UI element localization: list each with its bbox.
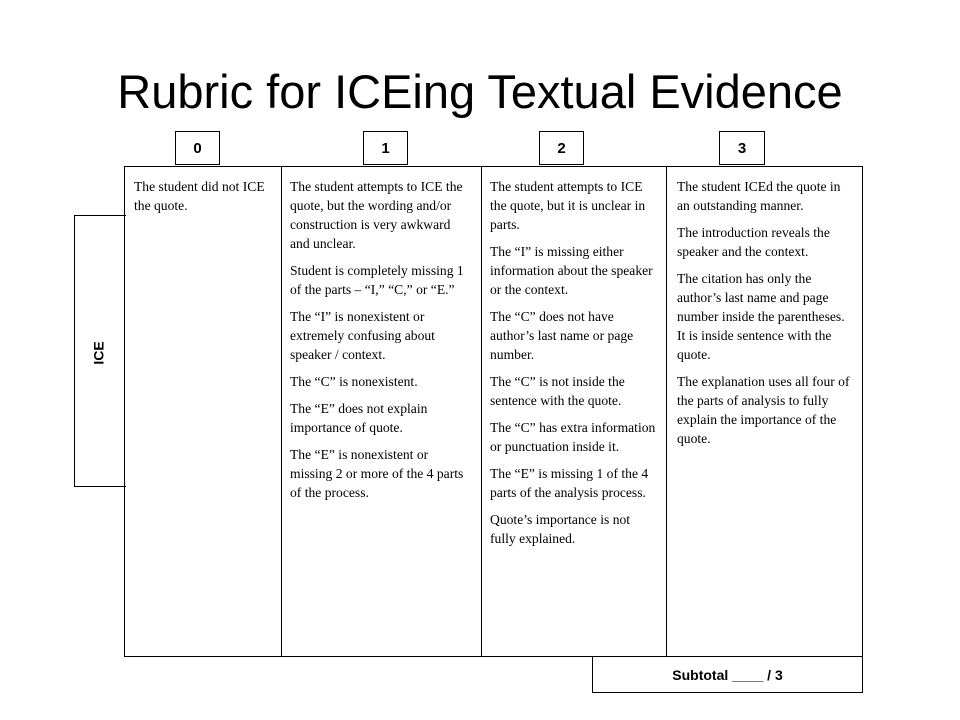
subtotal-box: Subtotal ____ / 3 bbox=[592, 656, 863, 693]
criterion-text: The introduction reveals the speaker and the context. bbox=[677, 225, 830, 259]
criterion-text: The student ICEd the quote in an outstanding manner. bbox=[677, 179, 841, 213]
score-header-3: 3 bbox=[719, 131, 765, 165]
criterion-text: The student attempts to ICE the quote, but the wording and/or construction is very awkward and unclear. bbox=[290, 179, 463, 251]
criterion-text: The “C” has extra information or punctuation inside it. bbox=[490, 420, 656, 454]
criterion-text: The citation has only the author’s last name and page number inside the parentheses. It is inside sentence with the quote. bbox=[677, 271, 845, 362]
criterion-text: The “I” is nonexistent or extremely confusing about speaker / context. bbox=[290, 309, 435, 362]
criterion-text: The “E” does not explain importance of quote. bbox=[290, 401, 428, 435]
page-title: Rubric for ICEing Textual Evidence bbox=[117, 65, 843, 118]
criterion-text: The student did not ICE the quote. bbox=[134, 179, 265, 213]
criterion-text: The “E” is missing 1 of the 4 parts of the analysis process. bbox=[490, 466, 649, 500]
rubric-column-1 bbox=[282, 167, 482, 656]
row-label-text: ICE bbox=[91, 341, 107, 365]
criterion-text: The “I” is missing either information about the speaker or the context. bbox=[490, 244, 653, 297]
rubric-column-2 bbox=[482, 167, 667, 656]
criterion-text: The student attempts to ICE the quote, but it is unclear in parts. bbox=[490, 179, 646, 232]
rubric-table bbox=[124, 166, 863, 657]
criterion-text: Student is completely missing 1 of the parts – “I,” “C,” or “E.” bbox=[290, 263, 464, 297]
score-header-2: 2 bbox=[539, 131, 584, 165]
score-header-1: 1 bbox=[363, 131, 408, 165]
criterion-text: The “C” does not have author’s last name or page number. bbox=[490, 309, 634, 362]
criterion-text: The explanation uses all four of the parts of analysis to fully explain the importance of the quote. bbox=[677, 374, 850, 446]
criterion-text: The “C” is nonexistent. bbox=[290, 374, 418, 389]
criterion-text: The “E” is nonexistent or missing 2 or more of the 4 parts of the process. bbox=[290, 447, 464, 500]
row-label bbox=[87, 338, 111, 368]
criterion-text: Quote’s importance is not fully explained. bbox=[490, 512, 631, 546]
criterion-text: The “C” is not inside the sentence with the quote. bbox=[490, 374, 625, 408]
score-header-0: 0 bbox=[175, 131, 220, 165]
rubric-column-0 bbox=[125, 167, 282, 656]
rubric-column-3 bbox=[667, 167, 862, 656]
